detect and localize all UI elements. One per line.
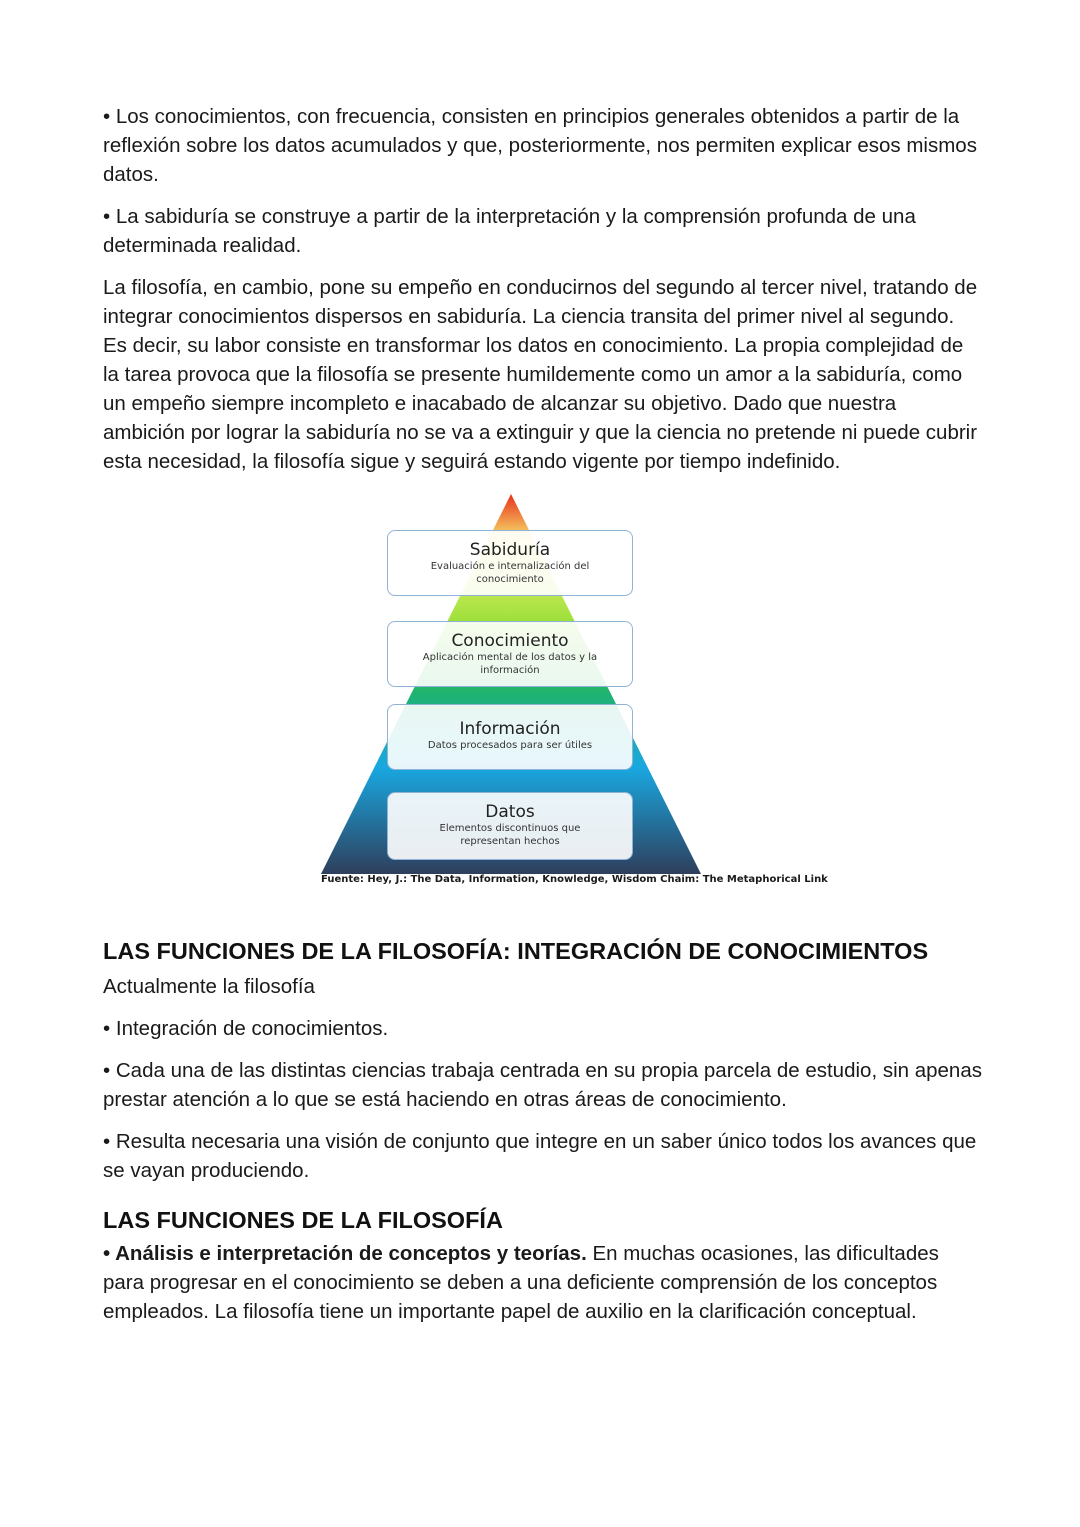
paragraph-filosofia: La filosofía, en cambio, pone su empeño en conducirnos del segundo al tercer nivel, tratando de integrar conocimientos dispersos en sabiduría. La ciencia transita del primer nivel al segundo. Es decir, su labor consiste en transformar los datos en conocimiento. La propia complejidad de la tarea provoca que la filosofía se presente humildemente como un amor a la sabiduría, como un empeño siempre incompleto e inacabado de alcanzar su objetivo. Dado que nuestra ambición por lograr la sabiduría no se va a extinguir y que la ciencia no pretende ni puede cubrir esta necesidad, la filosofía sigue y seguirá estando vigente por tiempo indefinido. (103, 276, 978, 473)
bullet-ciencias: • Cada una de las distintas ciencias trabaja centrada en su propia parcela de estudio, sin apenas prestar atención a lo que se está haciendo en otras áreas de conocimiento. (103, 1059, 982, 1111)
level-subtitle: Elementos discontinuos que representan hechos (439, 823, 581, 847)
level-conocimiento (387, 621, 633, 687)
bullet-integracion: • Integración de conocimientos. (103, 1017, 389, 1040)
figure-caption: Fuente: Hey, J.: The Data, Information, Knowledge, Wisdom Chaim: The Metaphorical Link (321, 874, 828, 885)
level-sabiduria (387, 530, 633, 596)
bullet-vision: • Resulta necesaria una visión de conjunto que integre en un saber único todos los avances que se vayan produciendo. (103, 1130, 977, 1182)
dikw-pyramid-figure (321, 494, 828, 894)
paragraph-conocimientos: • Los conocimientos, con frecuencia, consisten en principios generales obtenidos a partir de la reflexión sobre los datos acumulados y que, posteriormente, nos permiten explicar esos mismos datos. (103, 105, 977, 186)
paragraph-sabiduria: • La sabiduría se construye a partir de la interpretación y la comprensión profunda de una determinada realidad. (103, 205, 916, 257)
paragraph-actualmente: Actualmente la filosofía (103, 975, 315, 998)
analisis-text: En muchas ocasiones, las dificultades para progresar en el conocimiento se deben a una deficiente comprensión de los conceptos empleados. La filosofía tiene un importante papel de auxilio en la clarificación conceptual. (103, 1242, 939, 1323)
section-heading-integracion: LAS FUNCIONES DE LA FILOSOFÍA: INTEGRACIÓN DE CONOCIMIENTOS (103, 938, 929, 964)
level-title: Conocimiento (451, 631, 569, 651)
document-page (103, 102, 983, 1339)
level-subtitle: Aplicación mental de los datos y la información (422, 652, 598, 676)
paragraph-analisis (103, 1239, 983, 1326)
level-informacion (387, 704, 633, 770)
level-title: Información (459, 719, 561, 739)
level-subtitle: Evaluación e internalización del conocimiento (430, 561, 590, 585)
level-title: Datos (485, 802, 535, 822)
level-subtitle: Datos procesados para ser útiles (427, 740, 593, 751)
bold-lead: • Análisis e interpretación de conceptos y teorías. (103, 1242, 587, 1265)
level-datos (387, 792, 633, 860)
section-heading-funciones: LAS FUNCIONES DE LA FILOSOFÍA (103, 1207, 503, 1233)
level-title: Sabiduría (469, 540, 551, 560)
